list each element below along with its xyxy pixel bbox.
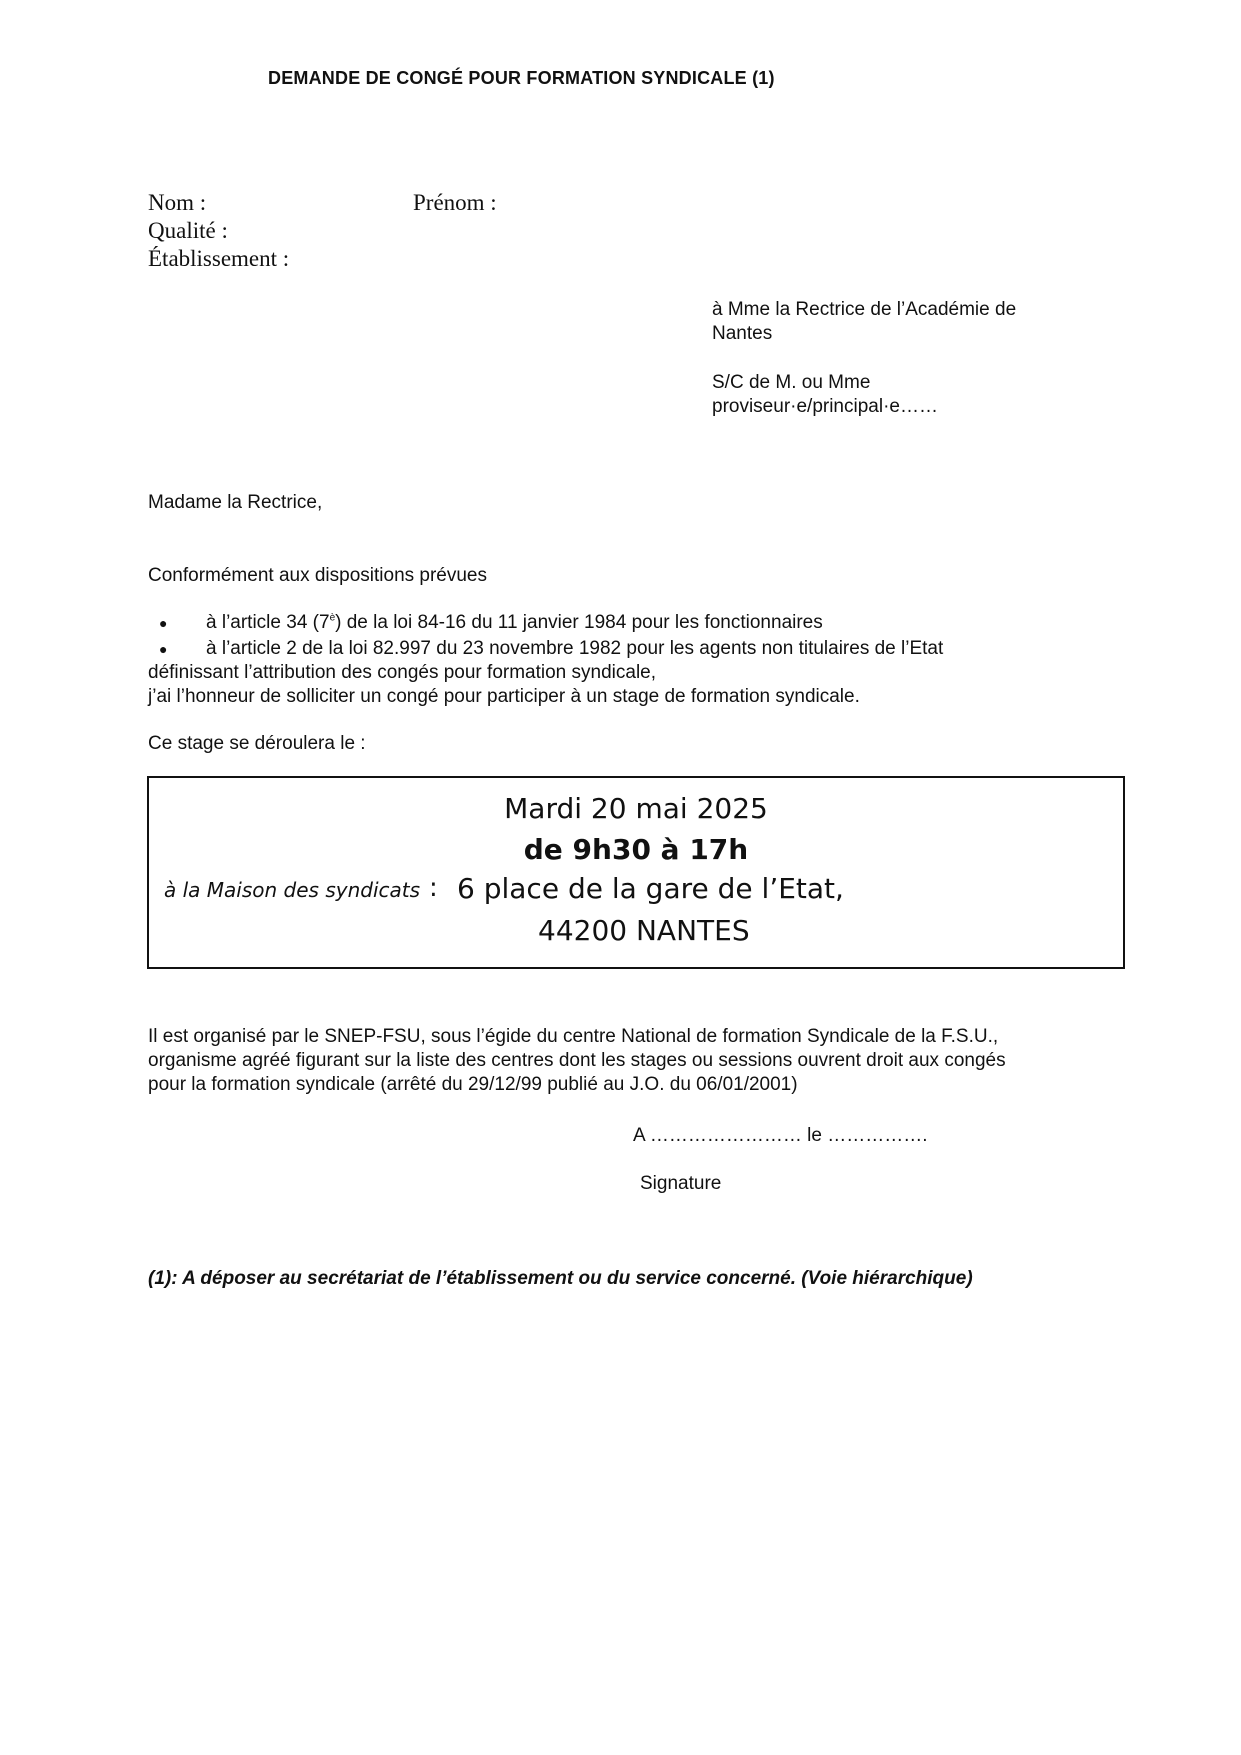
prenom-field-label: Prénom : [413,190,497,215]
stage-colon: : [429,873,438,903]
list-item [159,612,167,634]
stage-hours: de 9h30 à 17h [523,833,749,866]
bullet-icon: ● [159,615,168,631]
nom-field-label: Nom : [148,190,207,215]
stage-place-label [164,878,420,902]
salutation: Madame la Rectrice, [148,492,323,513]
stage-address-city: 44200 NANTES [538,914,750,947]
request-line: j’ai l’honneur de solliciter un congé pour participer à un stage de formation syndicale. [148,686,860,707]
etablissement-field-label: Établissement : [148,246,290,271]
list-item [159,638,167,660]
bullet-superscript: è [329,612,336,624]
qualite-field-label: Qualité : [148,218,228,243]
intro-paragraph: Conformément aux dispositions prévues [148,565,488,586]
stage-intro: Ce stage se déroulera le : [148,733,366,754]
bullet-text: ) de la loi 84-16 du 11 janvier 1984 pour les fonctionnaires [335,612,823,633]
bullet-icon: ● [159,641,168,657]
recipient-line: Nantes [712,323,773,344]
document-title: DEMANDE DE CONGÉ POUR FORMATION SYNDICALE (1) [268,68,775,88]
recipient-line: à Mme la Rectrice de l’Académie de [712,299,1017,320]
stage-date: Mardi 20 mai 2025 [504,792,768,825]
recipient-line: proviseur·e/principal·e…… [712,396,938,417]
stage-address-street: 6 place de la gare de l’Etat, [457,872,844,905]
footnote: (1): A déposer au secrétariat de l’établissement ou du service concerné. (Voie hiérarchique) [148,1268,973,1289]
bullet-text: à l’article 2 de la loi 82.997 du 23 novembre 1982 pour les agents non titulaires de l’Etat [206,638,944,659]
list-item [206,612,823,634]
place-date-line: A …………………… le ……………. [633,1125,928,1146]
organisation-line: pour la formation syndicale (arrêté du 29/12/99 publié au J.O. du 06/01/2001) [148,1074,798,1095]
bullet-text: à l’article 34 (7 [206,612,330,633]
place-label-text: à la Maison des syndicats [164,878,421,902]
organisation-line: Il est organisé par le SNEP-FSU, sous l’égide du centre National de formation Syndicale de la F.S.U., [148,1026,999,1047]
stage-details-box [147,776,1125,969]
signature-label: Signature [640,1173,722,1194]
organisation-line: organisme agréé figurant sur la liste des centres dont les stages ou sessions ouvrent droit aux congés [148,1050,1006,1071]
list-item [206,638,943,660]
definition-line: définissant l’attribution des congés pour formation syndicale, [148,662,657,683]
recipient-line: S/C de M. ou Mme [712,372,871,393]
